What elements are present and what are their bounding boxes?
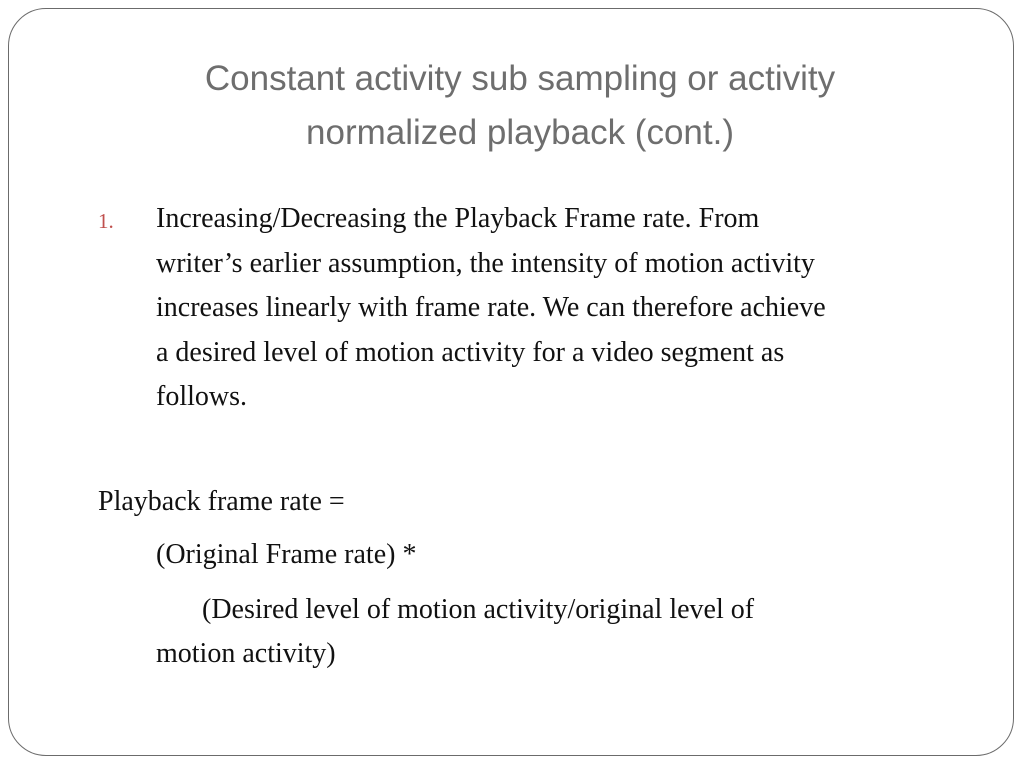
list-line-3: increases linearly with frame rate. We can therefore achieve [156, 292, 826, 323]
list-line-1: Increasing/Decreasing the Playback Frame rate. From [156, 203, 760, 234]
formula-label: Playback frame rate = [98, 486, 345, 517]
list-line-2: writer’s earlier assumption, the intensity of motion activity [156, 247, 815, 279]
formula-line-2b: motion activity) [156, 638, 336, 669]
list-line-4: a desired level of motion activity for a video segment as [156, 336, 785, 368]
formula-line-2a: (Desired level of motion activity/original level of [202, 594, 755, 625]
list-line-5: follows. [156, 381, 247, 412]
slide-title [140, 52, 900, 160]
title-line-1: Constant activity sub sampling or activity [204, 59, 836, 98]
formula-line-2 [156, 588, 956, 676]
list-number: 1. [98, 209, 114, 233]
formula-line-1: (Original Frame rate) * [156, 539, 417, 570]
list-item-text [156, 197, 956, 420]
title-line-2: normalized playback (cont.) [306, 113, 734, 152]
